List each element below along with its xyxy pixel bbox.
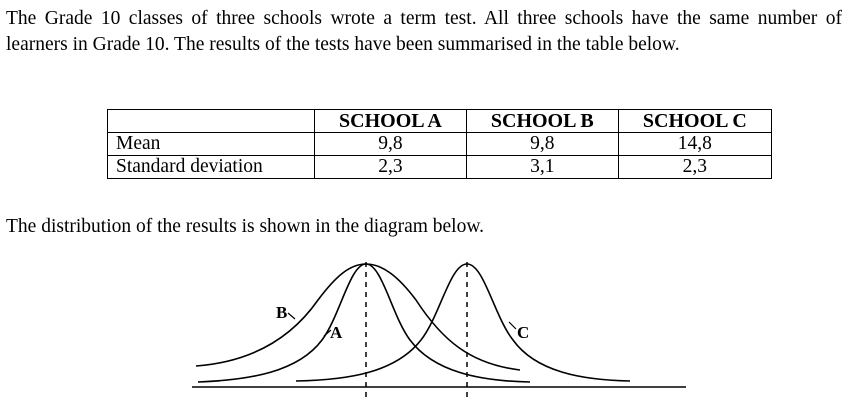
curve-label-a: A [330,323,343,342]
header-school-a: SCHOOL A [315,110,467,133]
label-b-pointer [288,313,295,319]
distribution-text: The distribution of the results is shown in the diagram below. [6,216,485,237]
curve-c [296,264,630,381]
header-school-c: SCHOOL C [618,110,771,133]
label-c-pointer [509,322,516,329]
header-school-b: SCHOOL B [466,110,618,133]
std-school-c: 2,3 [618,156,771,179]
curve-label-b: B [276,303,288,322]
mean-school-a: 9,8 [315,133,467,156]
curve-a [198,264,530,382]
std-school-b: 3,1 [466,156,618,179]
curve-b [196,264,520,370]
curve-label-c: C [517,323,530,342]
row-label-mean: Mean [108,133,315,156]
row-label-std: Standard deviation [108,156,315,179]
mean-school-b: 9,8 [466,133,618,156]
intro-paragraph: The Grade 10 classes of three schools wrote a term test. All three schools have the same number of learners in Grade 10. The results of the tests have been summarised in the table below. [6,8,842,55]
mean-school-c: 14,8 [618,133,771,156]
std-school-a: 2,3 [315,156,467,179]
